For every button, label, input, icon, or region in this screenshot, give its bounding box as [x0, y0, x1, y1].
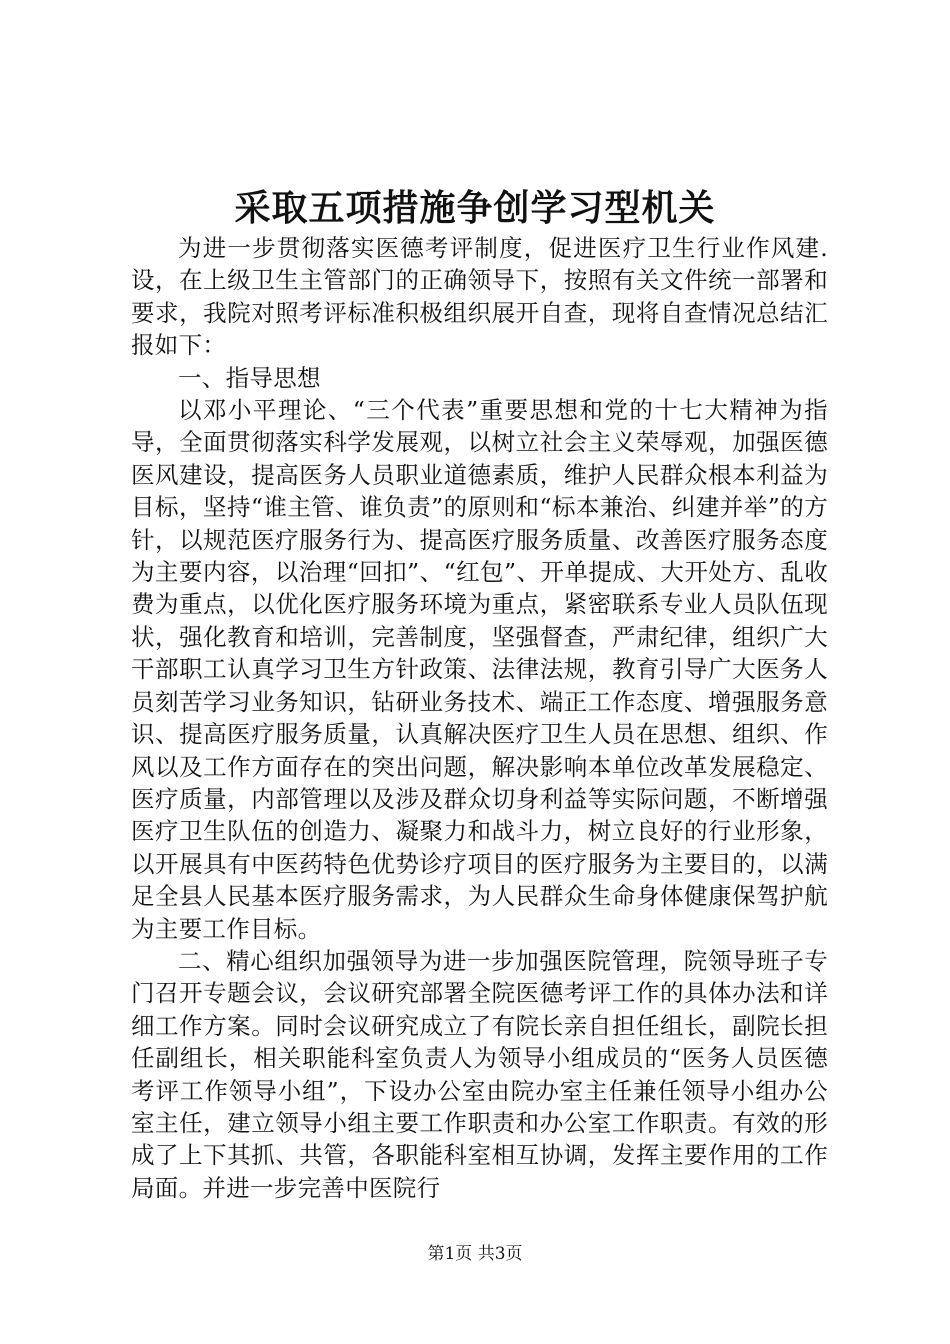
paragraph-guiding-ideology: 以邓小平理论、“三个代表”重要思想和党的十七大精神为指导，全面贯彻落实科学发展观，以树立社会主义荣辱观，加强医德医风建设，提高医务人员职业道德素质，维护人民群众根本利益为目标，坚持“谁主管、谁负责”的原则和“标本兼治、纠建并举”的方针，以规范医疗服务行为、提高医疗服务质量、改善医疗服务态度为主要内容，以治理“回扣”、“红包”、开单提成、大开处方、乱收费为重点，以优化医疗服务环境为重点，紧密联系专业人员队伍现状，强化教育和培训，完善制度，坚强督查，严肃纪律，组织广大干部职工认真学习卫生方针政策、法律法规，教育引导广大医务人员刻苦学习业务知识，钻研业务技术、端正工作态度、增强服务意识、提高医疗服务质量，认真解决医疗卫生人员在思想、组织、作风以及工作方面存在的突出问题，解决影响本单位改革发展稳定、医疗质量，内部管理以及涉及群众切身利益等实际问题，不断增强医疗卫生队伍的创造力、凝聚力和战斗力，树立良好的行业形象，以开展具有中医药特色优势诊疗项目的医疗服务为主要目的，以满足全县人民基本医疗服务需求，为人民群众生命身体健康保驾护航为主要工作目标。 — [131, 396, 828, 943]
section-heading-guiding-ideology: 一、指导思想 — [178, 363, 321, 392]
paragraph-intro: 为进一步贯彻落实医德考评制度，促进医疗卫生行业作风建.设，在上级卫生主管部门的正确领导下，按照有关文件统一部署和要求，我院对照考评标准积极组织展开自查，现将自查情况总结汇报如下： — [131, 234, 828, 360]
document-body — [131, 232, 828, 1204]
page-number-footer: 第1页 共3页 — [427, 1244, 523, 1264]
paragraph-organization-leadership: 二、精心组织加强领导为进一步加强医院管理，院领导班子专门召开专题会议，会议研究部署全院医德考评工作的具体办法和详细工作方案。同时会议研究成立了有院长亲自担任组长，副院长担任副组长，相关职能科室负责人为领导小组成员的“医务人员医德考评工作领导小组”，下设办公室由院办室主任兼任领导小组办公室主任，建立领导小组主要工作职责和办公室工作职责。有效的形成了上下其抓、共管，各职能科室相互协调，发挥主要作用的工作局面。并进一步完善中医院行 — [131, 946, 828, 1202]
document-title: 采取五项措施争创学习型机关 — [234, 187, 716, 229]
